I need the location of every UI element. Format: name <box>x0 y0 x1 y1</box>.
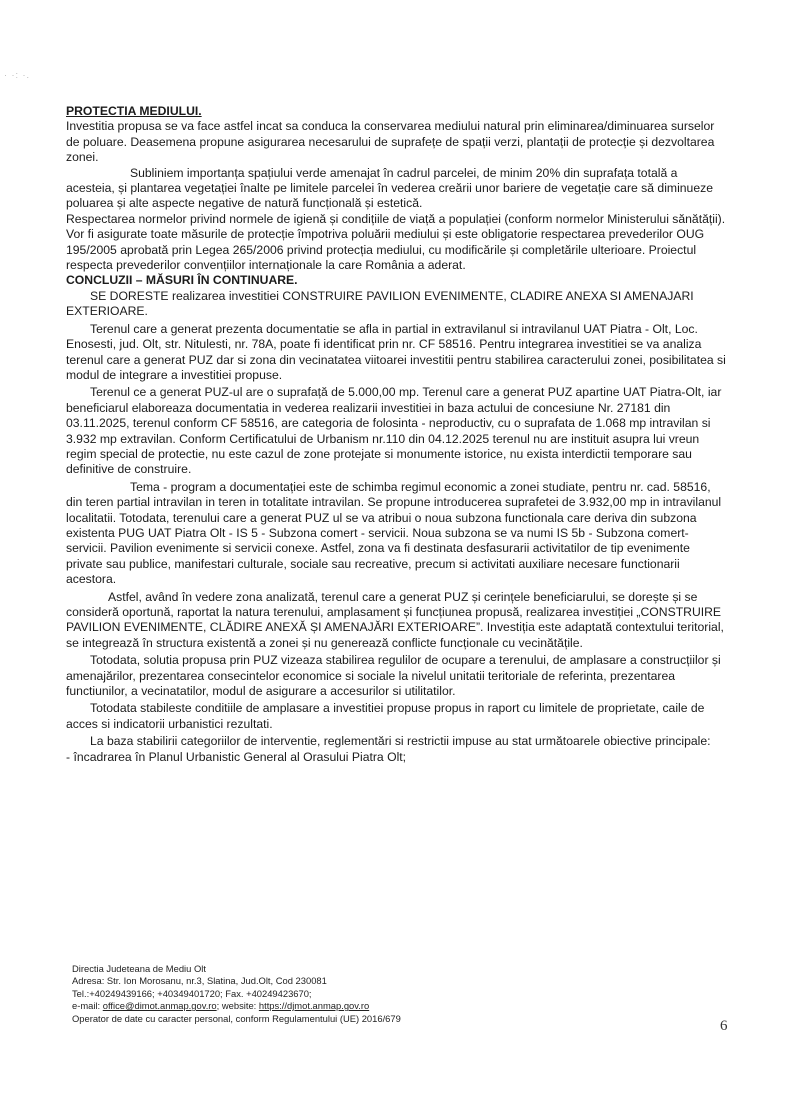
paragraph: Investitia propusa se va face astfel incat sa conduca la conservarea mediului natural prin eliminarea/diminuarea surselor de poluare. Deasemena propune asigurarea necesarului de suprafețe de spații verzi, plantații de protecție și dezvoltarea zonei. <box>66 119 715 165</box>
footer-email-link[interactable]: office@dimot.anmap.gov.ro <box>102 1000 217 1012</box>
footer-org: Directia Judeteana de Mediu Olt <box>72 963 206 974</box>
list-item: - încadrarea în Planul Urbanistic General al Orasului Piatra Olt; <box>66 749 407 764</box>
paragraph: Totodata stabileste conditiile de amplasare a investitiei propuse propus in raport cu limitele de proprietate, caile de acces si indicatorii urbanistici rezultati. <box>66 701 705 731</box>
paragraph: Totodata, solutia propusa prin PUZ vizeaza stabilirea regulilor de ocupare a terenului, de amplasare a construcțiilor și amenajărilor, prezentarea consecintelor economice si sociale la nivelul unitatii teritoriale de referinta, prezentarea functiunilor, a vecinatatilor, modul de asigurare a accesurilor si utilitatilor. <box>66 653 721 699</box>
paragraph: Respectarea normelor privind normele de igienă și condițiile de viață a populației (conform normelor Ministerului sănătății). <box>66 211 726 226</box>
footer-website-link[interactable]: https://djmot.anmap.gov.ro <box>258 1000 370 1012</box>
paragraph: Astfel, având în vedere zona analizată, terenul care a generat PUZ și cerințele beneficiarului, se dorește și se consideră oportună, raportat la natura terenului, amplasament și funcțiunea propusă, realizarea investiției „CONSTRUIRE PAVILION EVENIMENTE, CLĂDIRE ANEXĂ ȘI AMENAJĂRI EXTERIOARE”. Investiția este adaptată contextului teritorial, se integrează în structura existentă a zonei și nu generează conflicte funcționale cu vecinătățile. <box>66 589 724 650</box>
scan-artifact: · ·: ·. <box>4 70 30 80</box>
page-footer <box>72 963 672 1025</box>
document-body <box>66 104 726 765</box>
paragraph: Tema - program a documentației este de schimba regimul economic a zonei studiate, pentru nr. cad. 58516, din teren partial intravilan in teren in totalitate intravilan. Se propune introducerea suprafetei de 3.932,00 mp in intravilanul localitatii. Totodata, terenului care a generat PUZ ul se va atribui o noua subzona functionala care deriva din subzona existenta PUG UAT Piatra Olt - IS 5 - Subzona comert - servicii. Noua subzona se va numi IS 5b - Subzona comert-servicii. Pavilion evenimente si servicii conexe. Astfel, zona va fi destinata desfasurarii activitatilor de tip evenimente private sau publice, manifestari culturale, sociale sau recreative, precum si activitati auxiliare necesare functionarii acestora. <box>66 479 722 587</box>
paragraph: SE DORESTE realizarea investitiei CONSTRUIRE PAVILION EVENIMENTE, CLADIRE ANEXA SI AMENAJARI EXTERIOARE. <box>66 288 694 319</box>
paragraph: Subliniem importanța spațiului verde amenajat în cadrul parcelei, de minim 20% din suprafața totală a acesteia, și plantarea vegetației înalte pe limitele parcelei în vederea creării unor bariere de vegetație care să diminueze poluarea și alte aspecte negative de natură funcțională și estetică. <box>66 165 713 211</box>
paragraph: Terenul ce a generat PUZ-ul are o suprafață de 5.000,00 mp. Terenul care a generat PUZ apartine UAT Piatra-Olt, iar beneficiarul elaboreaza documentatia in vederea realizarii investitiei in baza actului de concesiune Nr. 27181 din 03.11.2025, terenul conform CF 58516, are categoria de folosinta - neproductiv, cu o suprafata de 1.068 mp intravilan si 3.932 mp extravilan. Conform Certificatului de Urbanism nr.110 din 04.12.2025 terenul nu are instituit asupra lui vreun regim special de protectie, nu este cazul de zone protejate si monumente istorice, nu exista interdictii temporare sau definitive de construire. <box>66 385 722 477</box>
paragraph: Vor fi asigurate toate măsurile de protecție împotriva poluării mediului și este obligatorie respectarea prevederilor OUG 195/2005 aprobată prin Legea 265/2006 privind protecția mediului, cu modificările și completările ulterioare. Proiectul respecta prevederilor convențiilor internaționale la care România a aderat. <box>66 227 705 273</box>
section-title-concluzii: CONCLUZII – MĂSURI ÎN CONTINUARE. <box>66 273 298 288</box>
footer-address: Adresa: Str. Ion Morosanu, nr.3, Slatina, Jud.Olt, Cod 230081 <box>72 975 327 987</box>
footer-operator: Operator de date cu caracter personal, conform Regulamentului (UE) 2016/679 <box>72 1012 401 1024</box>
section-title-protectia: PROTECTIA MEDIULUI. <box>66 104 202 118</box>
footer-phone: Tel.:+40249439166; +40349401720; Fax. +40249423670; <box>72 987 312 999</box>
footer-email-label: e-mail: <box>72 1000 103 1012</box>
footer-contact <box>72 1000 672 1012</box>
paragraph: Terenul care a generat prezenta documentatie se afla in partial in extravilanul si intravilanul UAT Piatra - Olt, Loc. Enosesti, jud. Olt, str. Nitulesti, nr. 78A, poate fi identificat prin nr. CF 58516. Pentru integrarea investitiei se va analiza terenul care a generat PUZ dar si zona din vecinatatea viitoarei investitii pentru stabilirea caracterului zonei, posibilitatea si modul de integrare a investitiei propuse. <box>66 321 726 382</box>
footer-website-label: ; website: <box>216 1000 259 1012</box>
paragraph: La baza stabilirii categoriilor de interventie, reglementări si restrictii impuse au stat următoarele obiective principale: <box>90 734 711 749</box>
page-number: 6 <box>720 1018 728 1034</box>
